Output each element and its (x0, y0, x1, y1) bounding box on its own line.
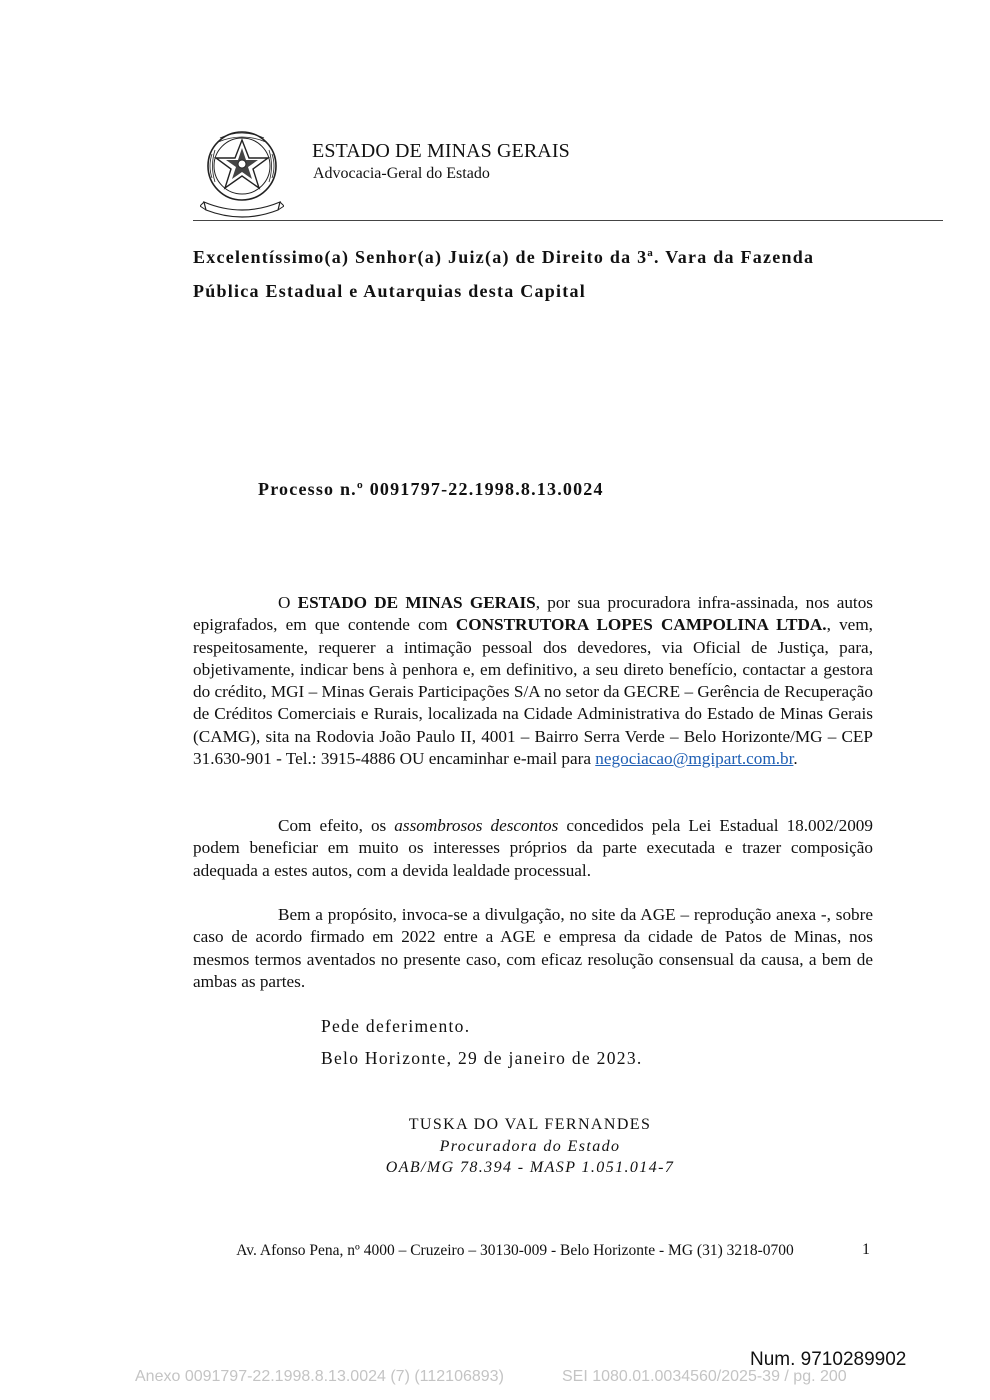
party-company: CONSTRUTORA LOPES CAMPOLINA LTDA. (455, 615, 827, 635)
signatory-name: TUSKA DO VAL FERNANDES (408, 1116, 652, 1133)
addressee-block (193, 240, 873, 308)
p1-text-2: , por sua procuradora infra-assinada, nos autos epigrafados, em que contende com (193, 593, 873, 635)
header-agency-name: Advocacia-Geral do Estado (313, 165, 490, 182)
closing-place-date: Belo Horizonte, 29 de janeiro de 2023. (321, 1048, 643, 1068)
party-state: ESTADO DE MINAS GERAIS (297, 593, 536, 612)
paragraph-precedent: Bem a propósito, invoca-se a divulgação, no site da AGE – reprodução anexa -, sobre caso de acordo firmado em 2022 entre a AGE e empresa da cidade de Patos de Minas, nos mesmos termos aventados no presente caso, com eficaz resolução consensual da causa, a bem de ambas as partes. (193, 905, 873, 991)
closing-request: Pede deferimento. (321, 1016, 471, 1036)
p1-text-4: . (793, 749, 798, 769)
addressee-line-1: Excelentíssimo(a) Senhor(a) Juiz(a) de Direito da 3ª. Vara da Fazenda (193, 247, 815, 267)
paragraph-request (193, 592, 873, 770)
page-number: 1 (862, 1241, 870, 1258)
signatory-title: Procuradora do Estado (439, 1138, 621, 1155)
p1-text-3: , vem, respeitosamente, requerer a intimação pessoal dos devedores, via Oficial de Justiça, para, objetivamente, indicar bens à penhora e, em definitivo, a seu direto benefício, contactar a gestora do crédito, MGI – Minas Gerais Participações S/A no setor da GECRE – Gerência de Recuperação de Créditos Comerciais e Rurais, localizada na Cidade Administrativa do Estado de Minas Gerais (CAMG), sita na Rodovia João Paulo II, 4001 – Bairro Serra Verde – Belo Horizonte/MG – CEP 31.630-901 - Tel.: 3915-4886 OU encaminhar e-mail para (193, 615, 873, 769)
state-seal-icon (200, 126, 284, 224)
sei-page-reference: SEI 1080.01.0034560/2025-39 / pg. 200 (562, 1368, 847, 1385)
p2-text-1: Com efeito, os (278, 816, 395, 835)
p2-emphasis: assombrosos descontos (394, 816, 559, 835)
p1-text-1: O (278, 593, 298, 612)
header-divider (193, 220, 943, 221)
process-number: Processo n.º 0091797-22.1998.8.13.0024 (258, 479, 604, 499)
p2-text-2: concedidos pela Lei Estadual 18.002/2009 podem beneficiar em muito os interesses próprios da parte executada e trazer composição adequada a estes autos, com a devida lealdade processual. (193, 816, 873, 880)
annex-reference: Anexo 0091797-22.1998.8.13.0024 (7) (112106893) (135, 1368, 504, 1385)
paragraph-discounts (193, 815, 873, 882)
email-link[interactable]: negociacao@mgipart.com.br (595, 749, 794, 769)
signatory-registration: OAB/MG 78.394 - MASP 1.051.014-7 (385, 1159, 675, 1176)
document-number-stamp: Num. 9710289902 (750, 1349, 907, 1370)
header-state-name: ESTADO DE MINAS GERAIS (312, 140, 570, 162)
footer-address: Av. Afonso Pena, nº 4000 – Cruzeiro – 30130-009 - Belo Horizonte - MG (31) 3218-0700 (236, 1242, 794, 1259)
addressee-line-2: Pública Estadual e Autarquias desta Capital (193, 281, 586, 301)
